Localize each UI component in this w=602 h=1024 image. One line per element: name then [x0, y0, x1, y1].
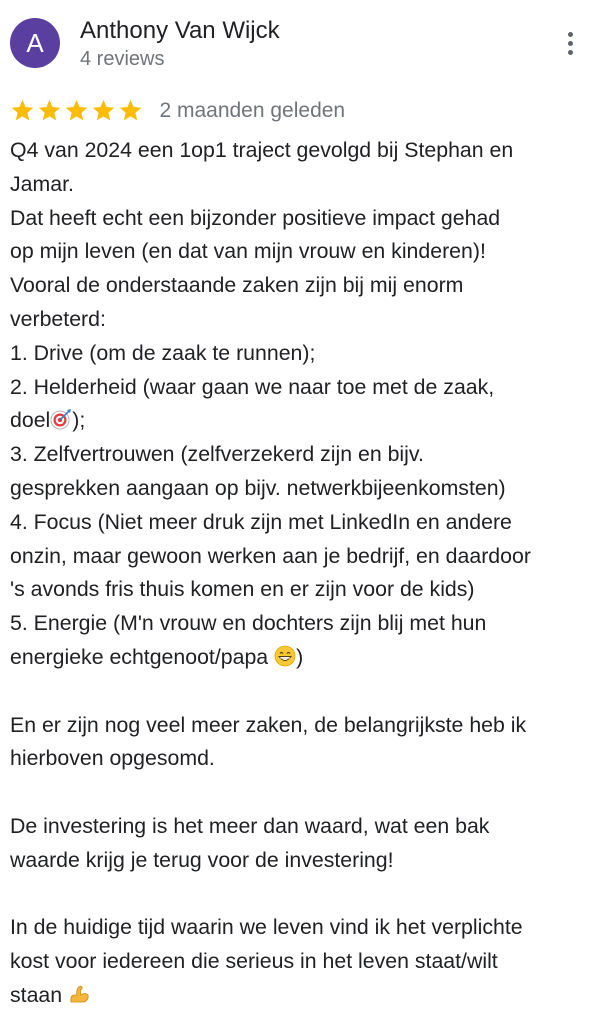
review-line: kost voor iedereen die serieus in het leven staat/wilt: [10, 949, 498, 974]
review-line: [10, 979, 592, 1013]
more-vertical-icon-dot: [568, 41, 573, 46]
review-line-text: energieke echtgenoot/papa: [10, 644, 275, 669]
review-line: [10, 404, 592, 438]
star-rating: [10, 98, 145, 124]
star-icon: [64, 98, 89, 123]
review-line: Jamar.: [10, 171, 74, 196]
review-line: waarde krijg je terug voor de investering!: [10, 847, 394, 872]
review-line: hierboven opgesomd.: [10, 746, 215, 771]
review-line: [10, 641, 592, 675]
star-icon: [118, 98, 143, 123]
star-icon: [10, 98, 35, 123]
author-name[interactable]: Anthony Van Wijck: [80, 17, 280, 44]
review-line: op mijn leven (en dat van mijn vrouw en kinderen)!: [10, 239, 486, 264]
review-line: 4. Focus (Niet meer druk zijn met LinkedIn en andere: [10, 509, 512, 534]
star-icon: [37, 98, 62, 123]
review-line: En er zijn nog veel meer zaken, de belangrijkste heb ik: [10, 712, 527, 737]
review-line: 5. Energie (M'n vrouw en dochters zijn blij met hun: [10, 611, 487, 636]
review-line: verbeterd:: [10, 306, 106, 331]
review-text: [10, 134, 592, 1013]
review-line: Dat heeft echt een bijzonder positieve impact gehad: [10, 205, 501, 230]
paragraph-gap: [10, 878, 592, 912]
rating-row: [10, 96, 345, 126]
review-line: 1. Drive (om de zaak te runnen);: [10, 340, 316, 365]
review-line: onzin, maar gewoon werken aan je bedrijf, en daardoor: [10, 543, 531, 568]
review-line: De investering is het meer dan waard, wat een bak: [10, 813, 490, 838]
target-emoji-icon: [50, 408, 72, 430]
review-line: Q4 van 2024 een 1op1 traject gevolgd bij Stephan en: [10, 138, 514, 162]
star-icon: [91, 98, 116, 123]
more-vertical-icon: [568, 32, 573, 37]
paragraph-gap: [10, 675, 592, 709]
flexed-biceps-emoji-icon: [68, 983, 90, 1005]
paragraph-gap: [10, 776, 592, 810]
review-line: 's avonds fris thuis komen en er zijn voor de kids): [10, 577, 475, 602]
review-line: Vooral de onderstaande zaken zijn bij mij enorm: [10, 273, 464, 298]
more-options-button[interactable]: [564, 32, 578, 56]
review-line-text: doel: [10, 408, 51, 433]
grinning-face-emoji-icon: [274, 645, 296, 667]
review-line: 2. Helderheid (waar gaan we naar toe met de zaak,: [10, 374, 495, 399]
review-header: [10, 14, 590, 74]
review-line-text: );: [72, 408, 86, 433]
avatar[interactable]: A: [10, 18, 60, 68]
review-line: 3. Zelfvertrouwen (zelfverzekerd zijn en bijv.: [10, 442, 424, 467]
author-review-count[interactable]: 4 reviews: [80, 48, 165, 70]
more-vertical-icon-dot: [568, 50, 573, 55]
review-line-text: staan: [10, 982, 69, 1007]
review-line: In de huidige tijd waarin we leven vind ik het verplichte: [10, 915, 523, 940]
review-line: gesprekken aangaan op bijv. netwerkbijeenkomsten): [10, 475, 506, 500]
review-line-text: ): [296, 644, 304, 669]
review-date: 2 maanden geleden: [159, 99, 346, 122]
